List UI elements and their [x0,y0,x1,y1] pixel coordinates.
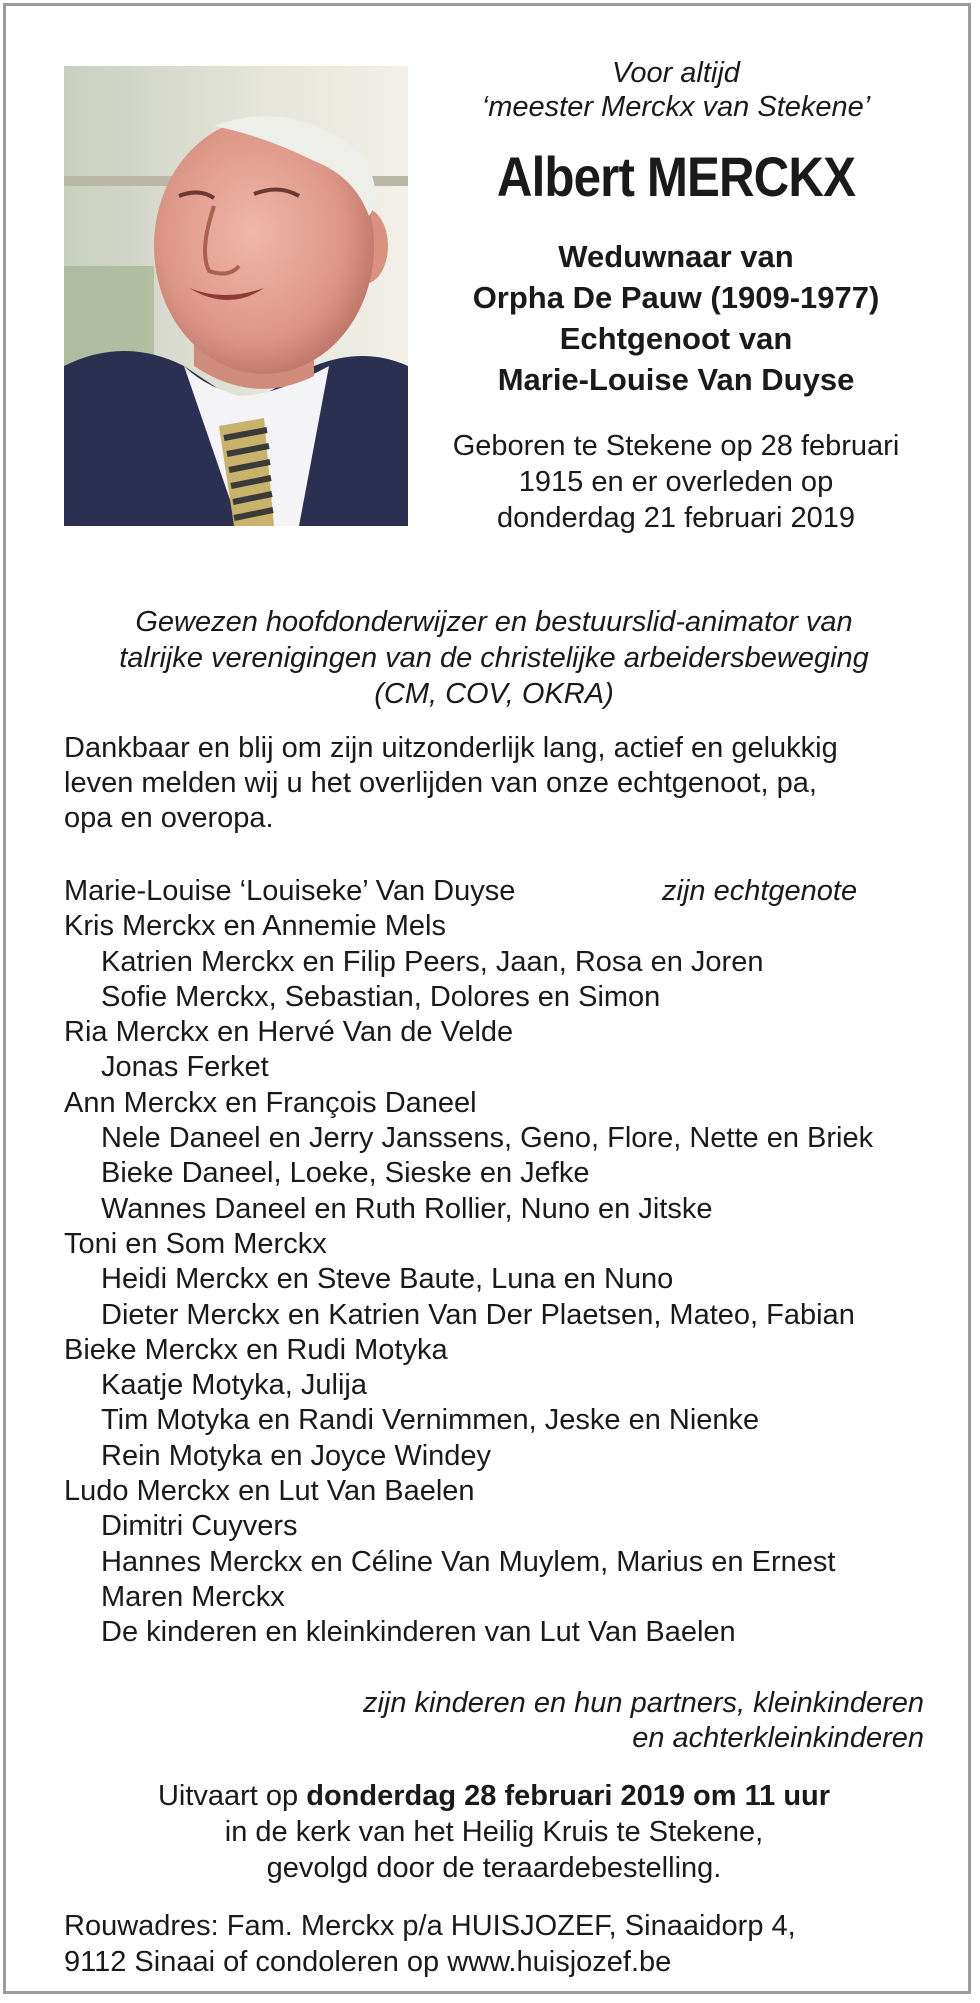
header-block [426,56,926,536]
spouse-role: zijn echtgenote [662,875,858,907]
address-line-2: 9112 Sinaai of condoleren op www.huisjozef.be [64,1946,672,1978]
birth-line-2: 1915 en er overleden op [518,466,834,498]
family-row: Kris Merckx en Annemie Mels [64,910,446,943]
relation-line-1: Weduwnaar van [558,239,794,274]
intro-line-2: leven melden wij u het overlijden van onze echtgenoot, pa, [64,767,817,799]
announcement-text [64,731,924,836]
birth-line-3: donderdag 21 februari 2019 [497,502,855,534]
family-row: Toni en Som Merckx [64,1227,327,1260]
career-line-1: Gewezen hoofdonderwijzer en bestuurslid-animator van [135,606,853,638]
motto-line-1: Voor altijd [612,57,740,89]
career-description [64,604,924,712]
family-closing [64,1686,924,1756]
family-row: Ria Merckx en Hervé Van de Velde [64,1016,514,1049]
portrait-illustration [64,66,408,526]
relation-line-3: Echtgenoot van [559,321,793,356]
career-line-2: talrijke verenigingen van de christelijke arbeidersbeweging [119,642,869,674]
funeral-info [64,1778,924,1886]
funeral-line-1 [64,1778,924,1814]
family-row: Ludo Merckx en Lut Van Baelen [64,1475,475,1508]
portrait-photo [64,66,408,526]
family-row: Dieter Merckx en Katrien Van Der Plaetsen, Mateo, Fabian [101,1298,855,1331]
family-row: Wannes Daneel en Ruth Rollier, Nuno en Jitske [101,1192,713,1225]
family-row: Tim Motyka en Randi Vernimmen, Jeske en Nienke [101,1404,760,1437]
funeral-prefix: Uitvaart op [157,1780,307,1812]
intro-line-3: opa en overopa. [64,802,274,834]
funeral-date: donderdag 28 februari 2019 om 11 uur [306,1780,831,1812]
family-row: Maren Merckx [101,1580,285,1613]
family-row: Kaatje Motyka, Julija [101,1369,367,1402]
deceased-name: Albert MERCKX [496,145,856,208]
mourning-address [64,1908,944,1980]
family-row: Dimitri Cuyvers [101,1510,298,1543]
relation-line-2: Orpha De Pauw (1909-1977) [472,280,880,315]
career-line-3: (CM, COV, OKRA) [374,678,614,710]
family-row: Nele Daneel en Jerry Janssens, Geno, Flore, Nette en Briek [101,1122,874,1155]
family-row: Katrien Merckx en Filip Peers, Jaan, Rosa en Joren [101,945,764,978]
family-row: Bieke Merckx en Rudi Motyka [64,1333,448,1366]
motto-line-2: ‘meester Merckx van Stekene’ [481,91,871,123]
family-row: Hannes Merckx en Céline Van Muylem, Marius en Ernest [101,1545,836,1578]
birth-death-info [426,428,926,536]
family-list [64,874,944,1651]
family-spouse-row [64,874,944,909]
intro-line-1: Dankbaar en blij om zijn uitzonderlijk lang, actief en gelukkig [64,732,838,764]
family-row: Rein Motyka en Joyce Windey [101,1439,492,1472]
family-row: Bieke Daneel, Loeke, Sieske en Jefke [101,1157,590,1190]
funeral-line-2: in de kerk van het Heilig Kruis te Stekene, [224,1816,764,1848]
closing-line-2: en achterkleinkinderen [632,1722,924,1754]
family-row: Ann Merckx en François Daneel [64,1086,477,1119]
relation-line-4: Marie-Louise Van Duyse [497,362,855,397]
family-row: Heidi Merckx en Steve Baute, Luna en Nuno [101,1263,674,1296]
family-row: Sofie Merckx, Sebastian, Dolores en Simon [101,980,661,1013]
closing-line-1: zijn kinderen en hun partners, kleinkinderen [362,1687,924,1719]
family-row: Jonas Ferket [101,1051,269,1084]
address-line-1: Rouwadres: Fam. Merckx p/a HUISJOZEF, Sinaaidorp 4, [64,1910,796,1942]
funeral-line-3: gevolgd door de teraardebestelling. [266,1852,722,1884]
obituary-card [3,3,971,1994]
family-row: De kinderen en kleinkinderen van Lut Van Baelen [101,1616,736,1649]
spouse-name: Marie-Louise ‘Louiseke’ Van Duyse [64,875,516,907]
birth-line-1: Geboren te Stekene op 28 februari [452,430,900,462]
